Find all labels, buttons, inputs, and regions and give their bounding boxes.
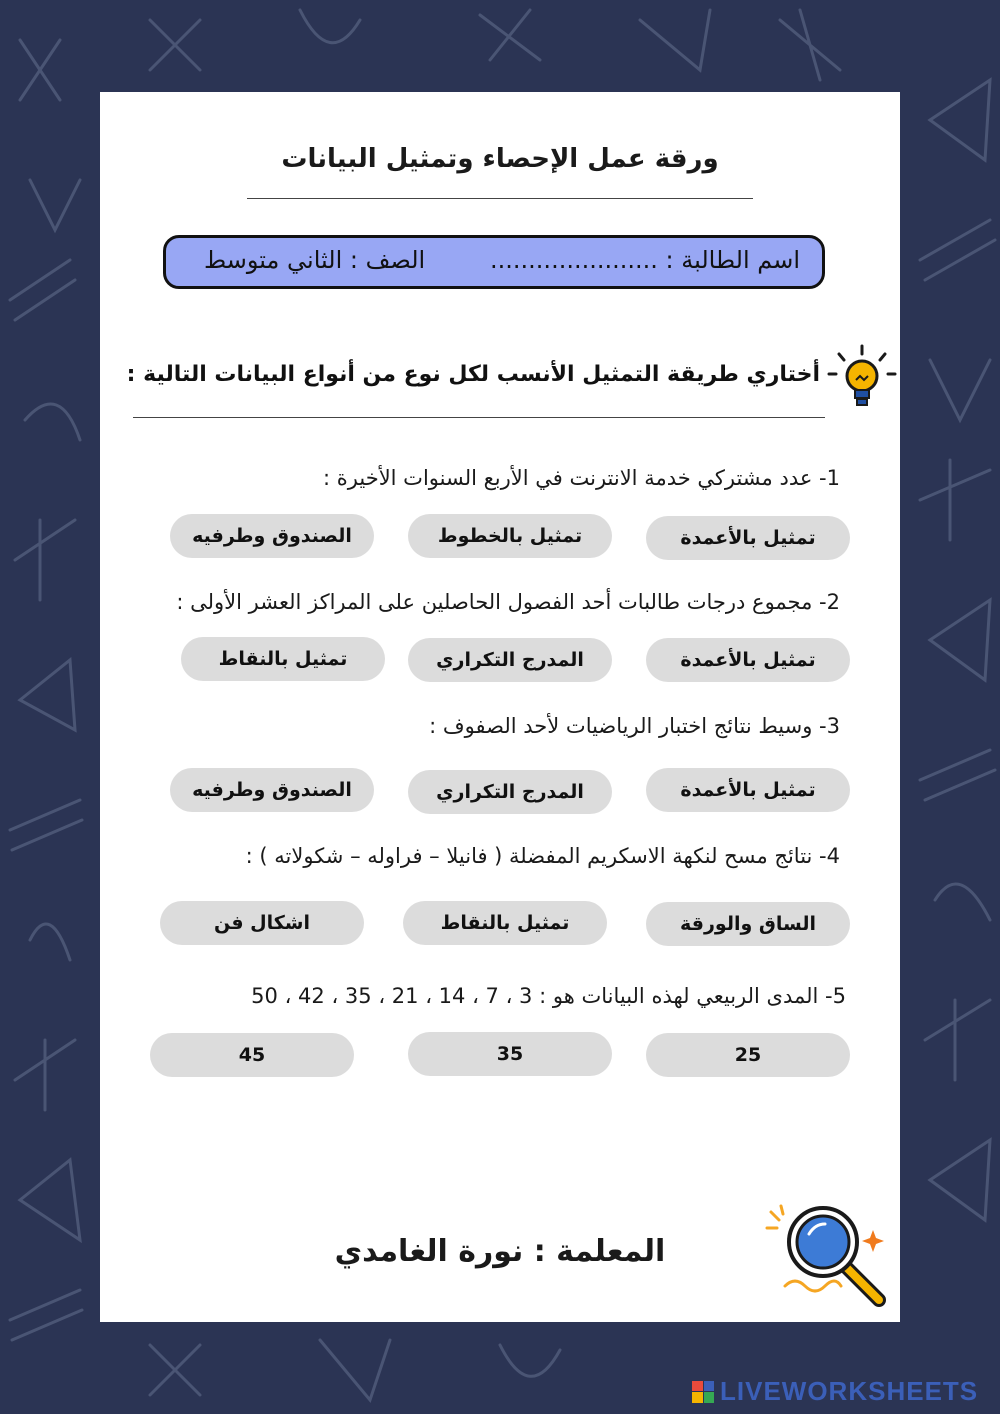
q1-option-2[interactable]: تمثيل بالخطوط <box>408 514 612 558</box>
lightbulb-icon <box>825 342 899 416</box>
title-divider <box>247 198 753 199</box>
q3-option-3[interactable]: الصندوق وطرفيه <box>170 768 374 812</box>
q2-option-3[interactable]: تمثيل بالنقاط <box>181 637 385 681</box>
watermark-text: LIVEWORKSHEETS <box>720 1376 979 1406</box>
teacher-name: المعلمة : نورة الغامدي <box>334 1234 666 1269</box>
q1-option-1[interactable]: تمثيل بالأعمدة <box>646 516 850 560</box>
q5-option-1[interactable]: 25 <box>646 1033 850 1077</box>
grade-label: الصف : الثاني متوسط <box>204 246 426 274</box>
liveworksheets-watermark <box>692 1376 978 1407</box>
q4-option-1[interactable]: الساق والورقة <box>646 902 850 946</box>
student-info-box <box>163 235 825 289</box>
q4-option-3[interactable]: اشكال فن <box>160 901 364 945</box>
magnifier-icon <box>765 1202 895 1312</box>
instruction-text: أختاري طريقة التمثيل الأنسب لكل نوع من أنواع البيانات التالية : <box>126 362 820 387</box>
q4-option-2[interactable]: تمثيل بالنقاط <box>403 901 607 945</box>
q2-option-1[interactable]: تمثيل بالأعمدة <box>646 638 850 682</box>
q2-option-2[interactable]: المدرج التكراري <box>408 638 612 682</box>
q3-option-1[interactable]: تمثيل بالأعمدة <box>646 768 850 812</box>
question-4: 4- نتائج مسح لنكهة الاسكريم المفضلة ( فانيلا – فراوله – شكولاته ) : <box>245 844 840 868</box>
q3-option-2[interactable]: المدرج التكراري <box>408 770 612 814</box>
question-1: 1- عدد مشتركي خدمة الانترنت في الأربع السنوات الأخيرة : <box>323 466 840 490</box>
q5-option-3[interactable]: 45 <box>150 1033 354 1077</box>
worksheet-title: ورقة عمل الإحصاء وتمثيل البيانات <box>281 144 719 174</box>
worksheet-page <box>100 92 900 1322</box>
question-2: 2- مجموع درجات طالبات أحد الفصول الحاصلين على المراكز العشر الأولى : <box>176 590 840 614</box>
instruction-divider <box>133 417 825 418</box>
question-3: 3- وسيط نتائج اختبار الرياضيات لأحد الصفوف : <box>429 714 840 738</box>
liveworksheets-logo <box>692 1381 714 1403</box>
q5-option-2[interactable]: 35 <box>408 1032 612 1076</box>
student-name-field[interactable]: اسم الطالبة : ...................... <box>490 246 800 274</box>
q1-option-3[interactable]: الصندوق وطرفيه <box>170 514 374 558</box>
question-5: 5- المدى الربيعي لهذه البيانات هو : 3 ، 7 ، 14 ، 21 ، 35 ، 42 ، 50 <box>251 984 846 1008</box>
